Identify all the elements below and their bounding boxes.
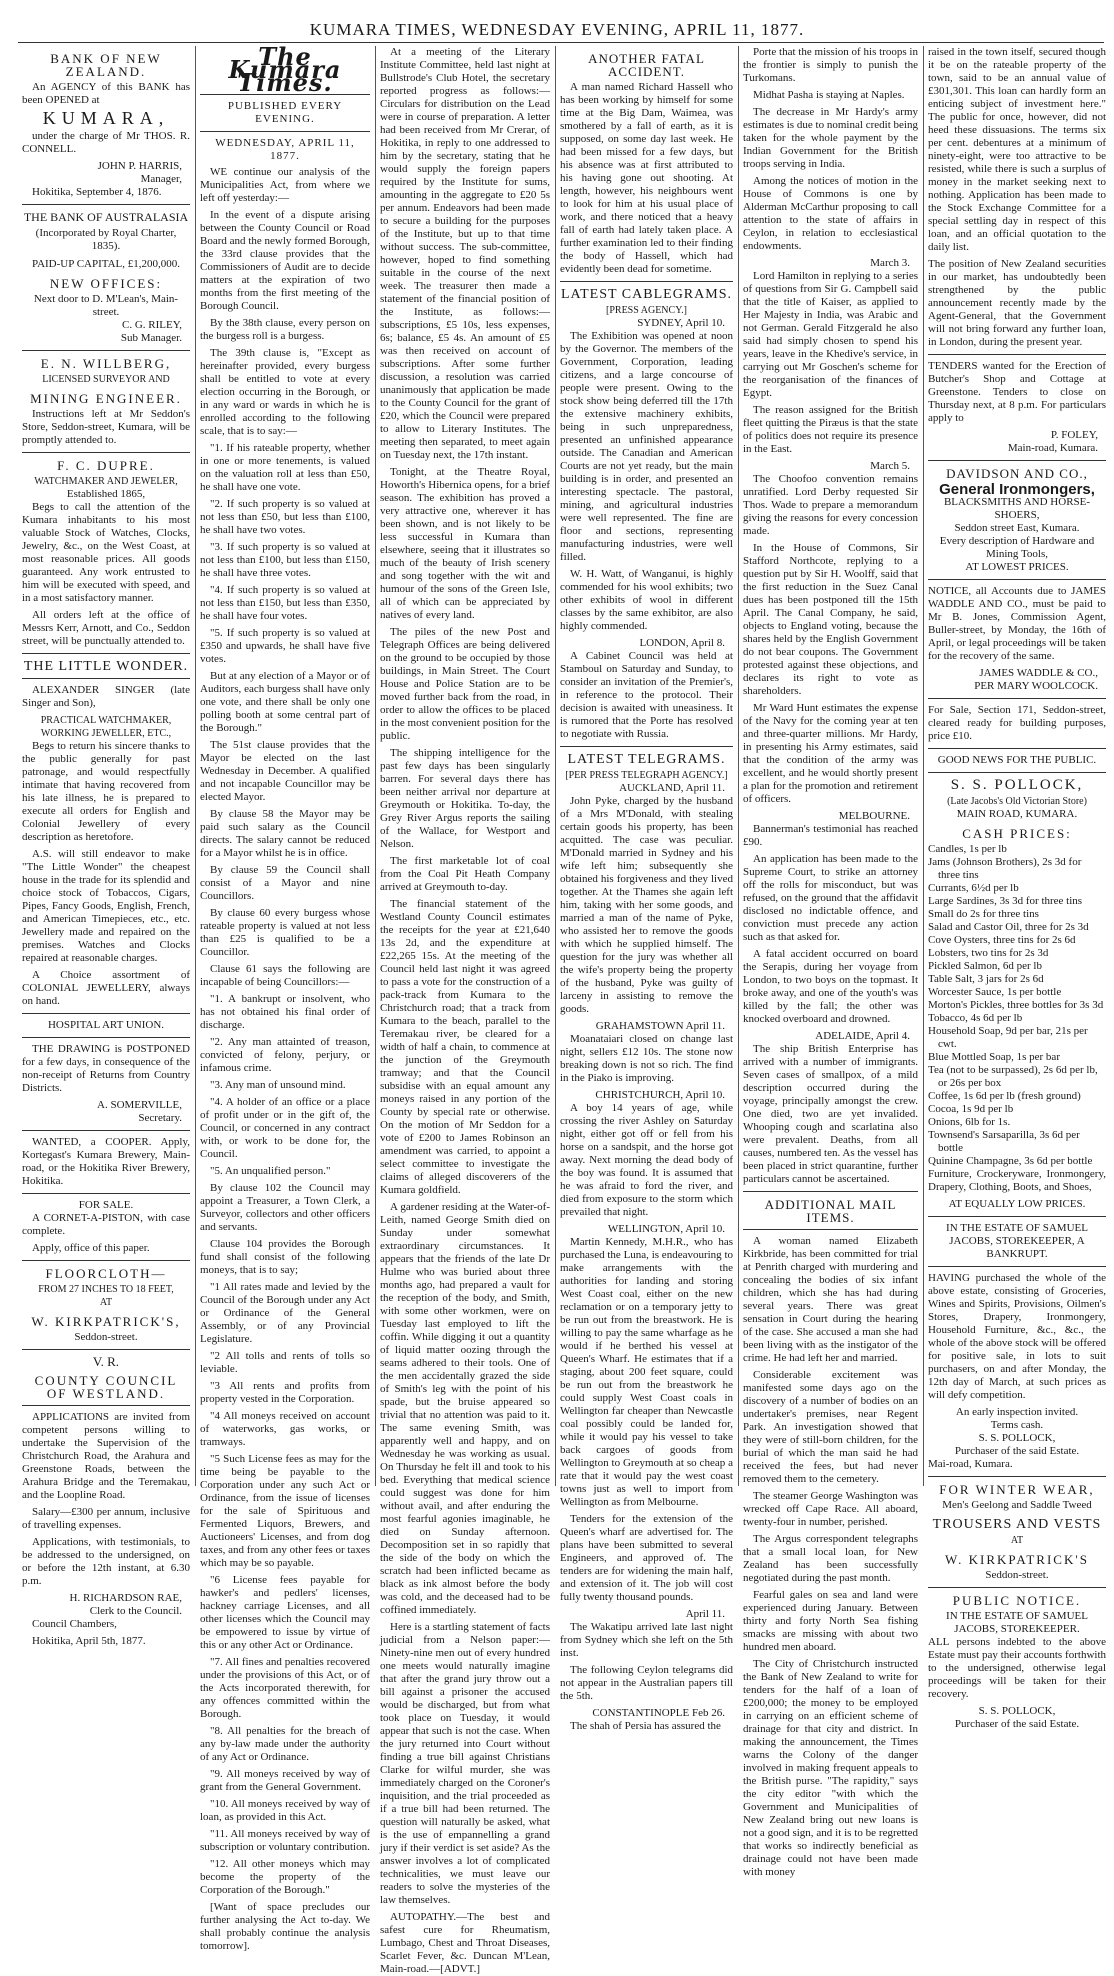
singer-text-2: A.S. will still endeavor to make "The Little Wonder" the cheapest house in the trade for its splendid and choice stock of Tobaccos, Cigars, Pipes, Fancy Goods, English, French, and American Timepieces, etc., etc. Jewellery made and repaired on the premises. Watches and Clocks repaired at reasonable charges. bbox=[22, 848, 190, 964]
county-council-role: Clerk to the Council. bbox=[89, 1605, 182, 1617]
estate-address: Mai-road, Kumara. bbox=[928, 1458, 1013, 1470]
column-5 bbox=[743, 46, 918, 1878]
price-item: Cove Oysters, three tins for 2s 6d bbox=[928, 934, 1076, 946]
bank-aus-offices: NEW OFFICES: bbox=[49, 276, 163, 291]
price-item: Household Soap, 9d per bar, 21s per cwt. bbox=[928, 1025, 1088, 1050]
dupre-text-2: All orders left at the office of Messrs Kerr, Arnott, and Co., Seddon street, will be punctually attended to. bbox=[22, 609, 190, 647]
news-paragraph: The position of New Zealand securities in our market, has undoubtedly been strengthened by the public announcement recently made by the Agent-General, that the Government will not bring forward any further loan, in London, during the present year. bbox=[928, 258, 1106, 348]
bank-aus-signed: C. G. RILEY, bbox=[122, 319, 182, 331]
dateline: April 11. bbox=[685, 1608, 725, 1620]
divider bbox=[928, 1266, 1106, 1267]
davidson-text: Every description of Hardware and Mining Tools, bbox=[939, 535, 1095, 560]
news-paragraph: The shipping intelligence for the past few days has been singularly barren. For several days there has been neither arrival nor departure at Greymouth or Hokitika. To-day, the Grey River Argus reports the sailing of the Wallace, for Westport and Nelson. bbox=[380, 747, 550, 850]
davidson-address: Seddon street East, Kumara. bbox=[954, 522, 1080, 534]
price-item: Pickled Salmon, 6d per lb bbox=[928, 960, 1042, 972]
editorial-paragraph: The 39th clause is, "Except as hereinafter provided, every burgess shall be entitled to vote at every election occurring in the Borough, or in any ward or wards in which he is enrolled according to the following scale, that is to say:— bbox=[200, 347, 370, 437]
newspaper-title: The Kumara Times. bbox=[228, 42, 342, 97]
willberg-text: Instructions left at Mr Seddon's Store, Seddon-street, Kumara, will be promptly attended to. bbox=[22, 408, 190, 446]
county-council-chambers: Council Chambers, bbox=[32, 1618, 117, 1630]
editorial-paragraph: "8. All penalties for the breach of any by-law made under the authority of any Act or Ordinance. bbox=[200, 1725, 370, 1763]
telegrams-agency: [PER PRESS TELEGRAPH AGENCY.] bbox=[565, 770, 728, 781]
news-paragraph: At a meeting of the Literary Institute Committee, held last night at Bullstrode's Club Hotel, the secretary reported progress as follows:—Circulars for distribution on the Lead were in course of preparation. A letter had been received from Mr Crerar, of Hokitika, in reply to one addressed to him by the secretary, stating that he would supply the foreign papers required by the Institute for sums, amounting in the aggregate to £20 5s per annum. Endeavors had been made to secure a building for the purposes of the Institute, but up to that time without success. The sub-committee, however, hoped to find something suitable in the course of the next week. The treasurer then made a statement of the financial position of the Institute, as follows:—subscriptions, £5 10s, less expenses, 6s; balance, £5 4s. An amount of £5 was then received on account of subscriptions. After some further discussion, a resolution was carried unanimously that application be made to the County Council for the grant of £20, which the Council were prepared to allow to Literary Institutes. The meeting then separated, to meet again on Tuesday next, the 17th instant. bbox=[380, 46, 550, 461]
news-paragraph: A fatal accident occurred on board the Serapis, during her voyage from London, to two boys on the topmast. It broke away, and one of the youth's was killed by the fall; the other was knocked overboard and drowned. bbox=[743, 948, 918, 1025]
dateline: ADELAIDE, April 4. bbox=[815, 1030, 910, 1042]
bank-nz-signed: JOHN P. HARRIS, bbox=[97, 160, 182, 172]
news-paragraph: raised in the town itself, secured though it be on the rateable property of the town, said to be an annual value of £301,301. This loan can hardly form an enticing subject of investment here." The public for once, however, did not heed these dissuasions. The terms six per cent. debentures at a minimum of ninety-eight, were too attractive to be resisted, while there is such a surplus of money in the market seeking next to nothing. Application has been made to the Stock Exchange Committee for a special settling day in respect of this loan, and an official quotation to the daily list. bbox=[928, 46, 1106, 253]
news-paragraph: The Choofoo convention remains unratified. Lord Derby requested Sir Thos. Wade to prepare a memorandum giving the reasons for every concession made. bbox=[743, 473, 918, 537]
equal-prices: AT EQUALLY LOW PRICES. bbox=[948, 1198, 1086, 1210]
column-2 bbox=[200, 42, 370, 1952]
bank-nz-heading: BANK OF NEW ZEALAND. bbox=[50, 51, 162, 79]
bank-aus-address: Next door to D. M'Lean's, Main-street. bbox=[33, 293, 179, 318]
tender-address: Main-road, Kumara. bbox=[1007, 442, 1098, 454]
news-paragraph: Considerable excitement was manifested some days ago on the discovery of a number of bodies on an undertaker's premises, near Regent Park. An investigation showed that they were of still-born children, for the burial of which the man said he had received the fees, but had never removed them to the cemetery. bbox=[743, 1369, 918, 1485]
bank-aus-role: Sub Manager. bbox=[120, 332, 182, 344]
news-paragraph: Lord Hamilton in replying to a series of questions from Sir G. Campbell said that the title of Kaiser, as applied to Her Majesty in India, was Arabic and not German. Gerald Fitzgerald he also said had simply chosen to spend his years, leave in the Khedive's service, in carrying out Mr Goschen's scheme for the reorganisation of the finances of Egypt. bbox=[743, 270, 918, 399]
good-news-heading: GOOD NEWS FOR THE PUBLIC. bbox=[937, 754, 1097, 766]
estate-inspection: An early inspection invited. bbox=[955, 1406, 1079, 1418]
dateline: CONSTANTINOPLE Feb 26. bbox=[592, 1707, 725, 1719]
notice-per: PER MARY WOOLCOCK. bbox=[974, 680, 1098, 692]
editorial-paragraph: "2. Any man attainted of treason, convicted of felony, perjury, or infamous crime. bbox=[200, 1036, 370, 1074]
editorial-paragraph: "5 Such License fees as may for the time being be payable to the Corporation under any such Act or Ordinance, from the issue of licenses for the sale of Spirituous and Fermented Liquors, Brewers, and Auctioneers' Licenses, and from dog taxes, and from any other fees or taxes which may be so payable. bbox=[200, 1453, 370, 1569]
editorial-paragraph: "1. A bankrupt or insolvent, who has not obtained his final order of discharge. bbox=[200, 993, 370, 1031]
price-item: Cocoa, 1s 9d per lb bbox=[928, 1103, 1014, 1115]
news-paragraph: A woman named Elizabeth Kirkbride, has been committed for trial at Penrith charged with murdering and concealing the bodies of six infant children, which she has had during several years. There was great sensation in Court during the hearing of the case. She accused a man she had been living with as the instigator of the crime. He had left her and married. bbox=[743, 1235, 918, 1364]
public-notice-estate: IN THE ESTATE OF SAMUEL JACOBS, STOREKEEPER. bbox=[946, 1610, 1088, 1635]
dateline: SYDNEY, April 10. bbox=[637, 317, 725, 329]
divider bbox=[22, 1037, 190, 1038]
price-item: Onions, 6lb for 1s. bbox=[928, 1116, 1011, 1128]
estate-text: HAVING purchased the whole of the above estate, consisting of Groceries, Wines and Spirits, Provisions, Oilmen's Stores, Drapery, Ironmongery, Household Furniture, &c., &c., the whole of the above stock will be offered for positive sale, in lots to suit purchasers, on and after Monday, the 12th day of March, at such prices as will defy competition. bbox=[928, 1272, 1106, 1401]
column-rule bbox=[555, 46, 556, 1486]
divider bbox=[560, 746, 733, 747]
column-1 bbox=[22, 46, 190, 1647]
news-paragraph: Midhat Pasha is staying at Naples. bbox=[753, 89, 905, 101]
price-item: Worcester Sauce, 1s per bottle bbox=[928, 986, 1062, 998]
davidson-heading: DAVIDSON AND CO., bbox=[946, 466, 1088, 481]
news-paragraph: The City of Christchurch instructed the Bank of New Zealand to write for tenders for the half of a loan of £200,000; the money to be employed in carrying on an efficient scheme of drainage for that city and district. In making the announcement, the Times warns the Colony of the danger involved in making frequent appeals to the British purse. "The rapidity," says the city editor "with which the Government and Municipalities of New Zealand bring out new loans is not a good sign, and it is to be regretted that works so indirectly beneficial as drainage could not have been made with money bbox=[743, 1658, 918, 1878]
column-rule bbox=[923, 46, 924, 1486]
bank-nz-charge: under the charge of Mr THOS. R. CONNELL. bbox=[22, 130, 190, 155]
editorial-paragraph: By clause 59 the Council shall consist of a Mayor and nine Councillors. bbox=[200, 864, 370, 902]
editorial-paragraph: The 51st clause provides that the Mayor be elected on the last Wednesday in December. A qualified and not incapable Councillor may be elected Mayor. bbox=[200, 739, 370, 803]
news-paragraph: The piles of the new Post and Telegraph Offices are being delivered on the ground to be occupied by those buildings, in Main Street. The Court House and Police Station are to be moved further back from the road, in order to allow the offices to be placed in the most convenient position for the public. bbox=[380, 626, 550, 742]
fatal-accident-text: A man named Richard Hassell who has been working by himself for some time at the Big Dam, Waimea, was smothered by a fall of earth, as it is supposed, on some day last week. He had been missed for a few days, but his absence was at first attributed to his having gone out shooting. At length, however, his neighbours went to look for him at his usual place of work, and there noticed that a heavy fall of earth had lately taken place. A further examination led to their finding the body of Hassell, which had evidently been dead for sometime. bbox=[560, 81, 733, 275]
divider bbox=[22, 452, 190, 453]
news-paragraph: The first marketable lot of coal from the Coal Pit Heath Company arrived at Greymouth to-day. bbox=[380, 855, 550, 893]
floorcloth-width: FROM 27 INCHES TO 18 FEET, bbox=[38, 1284, 174, 1295]
column-6 bbox=[928, 46, 1106, 1730]
bank-aus-incorp: (Incorporated by Royal Charter, 1835). bbox=[35, 227, 177, 252]
editorial-paragraph: "1 All rates made and levied by the Council of the Borough under any Act or Ordinance of the General Assembly, or of any Provincial Legislature. bbox=[200, 1281, 370, 1345]
cable-text: W. H. Watt, of Wanganui, is highly commended for his wool exhibits; two other exhibits of wool in different classes by the same exhibitor, are also highly commended. bbox=[560, 568, 733, 632]
estate-heading: IN THE ESTATE OF SAMUEL JACOBS, STOREKEEPER, A BANKRUPT. bbox=[946, 1222, 1088, 1260]
notice-text: NOTICE, all Accounts due to JAMES WADDLE AND CO., must be paid to Mr B. Jones, Commission Agent, Buller-street, by Monday, the 16th of April, or legal proceedings will be taken for the recovery of the same. bbox=[928, 585, 1106, 662]
tender-text: TENDERS wanted for the Erection of Butcher's Shop and Cottage at Greenstone. Tenders to close on Thursday next, at 8 p.m. For particulars apply to bbox=[928, 360, 1106, 424]
dateline: CHRISTCHURCH, April 10. bbox=[595, 1089, 725, 1101]
editorial-paragraph: In the event of a dispute arising between the County Council or Road Board and the newly formed Borough, the 33rd clause provides that the Commissioners of Audit are to decide matters at the expiration of two months from the first meeting of the Borough Council. bbox=[200, 209, 370, 312]
cablegrams-agency: [PRESS AGENCY.] bbox=[606, 305, 687, 316]
column-rule bbox=[195, 46, 196, 1486]
telegram-text: The shah of Persia has assured the bbox=[570, 1720, 721, 1732]
dateline: MELBOURNE. bbox=[838, 810, 910, 822]
notice-signed: JAMES WADDLE & CO., bbox=[979, 667, 1098, 679]
editorial-paragraph: By clause 102 the Council may appoint a Treasurer, a Town Clerk, a Surveyor, collectors and other officers and servants. bbox=[200, 1182, 370, 1233]
price-item: Candles, 1s per lb bbox=[928, 843, 1007, 855]
bank-aus-capital: PAID-UP CAPITAL, £1,200,000. bbox=[31, 258, 181, 270]
editorial-paragraph: "3 All rents and profits from property vested in the Corporation. bbox=[200, 1380, 370, 1405]
telegrams-heading: LATEST TELEGRAMS. bbox=[567, 752, 726, 767]
divider bbox=[743, 1229, 918, 1230]
public-notice-text: ALL persons indebted to the above Estate must pay their accounts forthwith to the undersigned, otherwise legal proceedings will be taken for their recovery. bbox=[928, 1636, 1106, 1700]
news-paragraph: The ship British Enterprise has arrived with a number of immigrants. Seven cases of smallpox, of a mild description occurred during the voyage, principally amongst the crew. One died, two are yet invalided. Whooping cough and scarlatina also were prevalent. Deaths, from all causes, numbered ten. As the vessel has been placed in strict quarantine, further particulars cannot be ascertained. bbox=[743, 1043, 918, 1185]
dateline: March 3. bbox=[870, 257, 910, 269]
news-paragraph: A gardener residing at the Water-of-Leith, named George Smith died on Sunday under somewhat extraordinary circumstances. It appears that the friends of the late Dr Hulme who was buried about three months ago, had prepared a vault for the reception of the body, and Smith, with some other workmen, were on Tuesday last employed to lift the coffin. While digging it out a quantity of liquid matter oozing through the seams adhered to their tools. One of the men accidentally grazed the side of Smith's leg with the point of his spade, but the bruise appeared so trivial that no attention was paid to it. The same evening Smith, was apparently well and happy, and on Wednesday he was working as usual. On Thursday he felt ill and took to his bed. Everything that medical science could suggest was done for him without avail, and after enduring the most fearful agonies imaginable, he died on Sunday afternoon. Decomposition set in so rapidly that the side of the body on which the scratch had been inflicted became as black as ink almost before the body was cold, and the deceased had to be coffined immediately. bbox=[380, 1201, 550, 1616]
winter-sub: Men's Geelong and Saddle Tweed bbox=[942, 1499, 1092, 1511]
price-item: Table Salt, 3 jars for 2s 6d bbox=[928, 973, 1044, 985]
art-union-signed: A. SOMERVILLE, bbox=[97, 1099, 182, 1111]
price-item: Tobacco, 4s 6d per lb bbox=[928, 1012, 1023, 1024]
cash-prices-heading: CASH PRICES: bbox=[962, 826, 1072, 841]
price-item: Coffee, 1s 6d per lb (fresh ground) bbox=[928, 1090, 1081, 1102]
price-item: Morton's Pickles, three bottles for 3s 3d bbox=[928, 999, 1104, 1011]
little-wonder-heading: THE LITTLE WONDER. bbox=[23, 659, 189, 674]
editorial-paragraph: "4. A holder of an office or a place of profit under or in the gift of, the Council, or concerned in any contract with, or work to be done for, the Council. bbox=[200, 1096, 370, 1160]
news-paragraph: The steamer George Washington was wrecked off Cape Race. All aboard, twenty-four in number, perished. bbox=[743, 1490, 918, 1528]
public-notice-role: Purchaser of the said Estate. bbox=[954, 1718, 1080, 1730]
pollock-address: MAIN ROAD, KUMARA. bbox=[956, 808, 1078, 820]
editorial-paragraph: "3. Any man of unsound mind. bbox=[210, 1079, 346, 1091]
editorial-paragraph: "7. All fines and penalties recovered under the provisions of this Act, or of the Acts incorporated therewith, for any offences committed within the Borough. bbox=[200, 1656, 370, 1720]
pollock-name: S. S. POLLOCK, bbox=[950, 777, 1084, 793]
column-4 bbox=[560, 46, 733, 1732]
trousers-at: AT bbox=[1010, 1535, 1024, 1546]
for-sale-apply: Apply, office of this paper. bbox=[32, 1242, 150, 1254]
editorial-paragraph: "9. All moneys received by way of grant from the General Government. bbox=[200, 1768, 370, 1793]
telegram-text: Martin Kennedy, M.H.R., who has purchased the Luna, is endeavouring to make arrangements with the authorities for landing and storing West Coast coal, either on the new reclamation or on a temporary jetty to be run out from the breastwork. He is willing to pay the same wharfage as he would if he berthed his vessel at Queen's Wharf. He estimates that if a staging, about 200 feet square, could be run out from the breastwork he could supply West Coast coals in Wellington far cheaper than Newcastle coal possibly could be landed for, while it would pay his vessel to take back cargoes of goods from Wellington to Greymouth at so cheap a rate that it would pay the west coast towns just as well to import from Wellington as from Melbourne. bbox=[560, 1236, 733, 1508]
editorial-date: WEDNESDAY, APRIL 11, 1877. bbox=[215, 137, 355, 162]
editorial-paragraph: "2. If such property is so valued at not less than £50, but less than £100, he shall have two votes. bbox=[200, 498, 370, 536]
divider bbox=[22, 1405, 190, 1406]
singer-text-3: A Choice assortment of COLONIAL JEWELLERY, always on hand. bbox=[22, 969, 190, 1007]
royal-crest: V. R. bbox=[92, 1354, 120, 1369]
price-item: Townsend's Sarsaparilla, 3s 6d per bottle bbox=[928, 1129, 1080, 1154]
price-item: Small do 2s for three tins bbox=[928, 908, 1039, 920]
editorial-paragraph: By clause 58 the Mayor may be paid such salary as the Council directs. The salary cannot be reduced for a Mayor whilst he is in office. bbox=[200, 808, 370, 859]
news-paragraph: Among the notices of motion in the House of Commons is one by Alderman McCarthur proposing to call attention to the state of affairs in Ceylon, in relation to ecclesiastical endowments. bbox=[743, 175, 918, 252]
cablegrams-heading: LATEST CABLEGRAMS. bbox=[561, 287, 732, 302]
price-list bbox=[928, 843, 1106, 1168]
county-council-salary: Salary—£300 per annum, inclusive of travelling expenses. bbox=[22, 1506, 190, 1531]
floorcloth-street: Seddon-street. bbox=[74, 1331, 138, 1343]
divider bbox=[200, 131, 370, 132]
willberg-title-2: MINING ENGINEER. bbox=[30, 391, 182, 406]
price-item: Lobsters, two tins for 2s 3d bbox=[928, 947, 1049, 959]
divider bbox=[22, 678, 190, 679]
divider bbox=[928, 698, 1106, 699]
news-paragraph: Fearful gales on sea and land were experienced during January. Between thirty and forty North Sea fishing smacks are missing with about two hundred men aboard. bbox=[743, 1589, 918, 1653]
telegram-text: Moanataiari closed on change last night, sellers £12 10s. The stone now breaking down is not so rich. The find in the Piako is improving. bbox=[560, 1033, 733, 1084]
willberg-title: LICENSED SURVEYOR AND bbox=[42, 374, 170, 385]
public-notice-signed: S. S. POLLOCK, bbox=[978, 1705, 1056, 1717]
price-item: Jams (Johnson Brothers), 2s 3d for three tins bbox=[928, 856, 1082, 881]
divider bbox=[928, 748, 1106, 749]
price-item: Currants, 6½d per lb bbox=[928, 882, 1019, 894]
bank-aus-heading: THE BANK OF AUSTRALASIA bbox=[23, 210, 189, 224]
telegram-text: The following Ceylon telegrams did not appear in the Australian papers till the 5th. bbox=[560, 1664, 733, 1702]
telegram-text: A boy 14 years of age, while crossing the river Ashley on Saturday night, either got off or fell from his horse on a sandspit, and the horse got away. Next morning the dead body of the boy was found. It is assumed that he was afraid to ford the river, and died from exposure to the storm which prevailed that night. bbox=[560, 1102, 733, 1218]
dateline: AUCKLAND, April 11. bbox=[619, 782, 725, 794]
masthead: KUMARA TIMES, WEDNESDAY EVENING, APRIL 11, 1877. bbox=[309, 20, 805, 39]
divider bbox=[22, 1130, 190, 1131]
news-paragraph: Porte that the mission of his troops in the frontier is simply to punish the Turkomans. bbox=[743, 46, 918, 84]
davidson-ironmongers: General Ironmongers, bbox=[939, 481, 1095, 498]
cable-text: The Exhibition was opened at noon by the Governor. The members of the Government, Corporation, leading citizens, and a large concourse of people were present. Owing to the stock show being deferred till the 17th the extensive machinery exhibits, being in such unpreparedness, presented an unfinished appearance outside. The Canadian and American Courts are not yet ready, but the main building is in order, and presented an interesting spectacle. The pastoral, mining, and agricultural industries were well represented. The fine are floor and sections, representing manufacturing industries, were well filled. bbox=[560, 330, 733, 563]
editorial-paragraph: Clause 104 provides the Borough fund shall consist of the following moneys, that is to say; bbox=[200, 1238, 370, 1276]
dupre-est: Established 1865, bbox=[66, 488, 146, 500]
singer-name: ALEXANDER SINGER (late Singer and Son), bbox=[22, 684, 190, 709]
bank-nz-date: Hokitika, September 4, 1876. bbox=[32, 186, 162, 198]
davidson-sub: BLACKSMITHS AND HORSE-SHOERS, bbox=[943, 496, 1091, 521]
editorial-paragraph: By the 38th clause, every person on the burgess roll is a burgess. bbox=[200, 317, 370, 342]
tender-signed: P. FOLEY, bbox=[1050, 429, 1098, 441]
editorial-paragraph: WE continue our analysis of the Municipalities Act, from where we left off yesterday:— bbox=[200, 166, 370, 204]
divider bbox=[743, 1191, 918, 1192]
price-item: Salad and Castor Oil, three for 2s 3d bbox=[928, 921, 1089, 933]
column-rule bbox=[738, 46, 739, 1486]
divider bbox=[928, 460, 1106, 461]
column-rule bbox=[375, 46, 376, 1486]
divider bbox=[928, 1587, 1106, 1588]
art-union-text: THE DRAWING is POSTPONED for a few days, in consequence of the non-receipt of Returns from Country Districts. bbox=[22, 1043, 190, 1094]
estate-terms: Terms cash. bbox=[990, 1419, 1044, 1431]
telegram-text: John Pyke, charged by the husband of a Mrs M'Donald, with stealing certain goods his property, has been acquitted. The case was peculiar. M'Donald married in Sydney and his wife left him; subsequently she obtained his forgiveness and they lived together. At the Thames she again left him, taking with her some goods, and married a man of the name of Pyke, who assisted her to remove the goods with which he supplied himself. The question for the jury was whether all the wife's property being the property of the husband, Pyke was guilty of larceny in assisting to remove the goods. bbox=[560, 795, 733, 1015]
floorcloth-at: AT bbox=[99, 1297, 113, 1308]
editorial-paragraph: "4 All moneys received on account of waterworks, gas works, or tramways. bbox=[200, 1410, 370, 1448]
divider bbox=[22, 653, 190, 654]
mail-items-heading: ADDITIONAL MAIL ITEMS. bbox=[764, 1197, 897, 1225]
news-paragraph: Tonight, at the Theatre Royal, Howorth's Hibernica opens, for a brief season. The exhibition has proved a very attractive one, wherever it has been shown, and is not likely to be less successful in Kumara than elsewhere, seeing that it illustrates so much of the beauty of Irish scenery and song together with the wit and humour of the sons of the Green Isle, all of which can be appreciated by natives of every land. bbox=[380, 466, 550, 621]
editorial-paragraph: "6 License fees payable for hawker's and pedlers' licenses, hackney carriage Licenses, and all other licenses which the Council may be empowered to issue by virtue of this or any other Act or Ordinance. bbox=[200, 1574, 370, 1651]
county-council-text: APPLICATIONS are invited from competent persons willing to undertake the Supervision of the Christchurch Road, the Arahura and Greenstone Roads, between the Arahura Bridge and the Teremakau, and the Loopline Road. bbox=[22, 1411, 190, 1501]
column-3 bbox=[380, 46, 550, 1975]
floorcloth-heading: FLOORCLOTH— bbox=[45, 1266, 167, 1281]
editorial-paragraph: By clause 60 every burgess whose rateable property is valued at not less than £25 is qualified to be a Councillor. bbox=[200, 907, 370, 958]
divider bbox=[22, 1349, 190, 1350]
dateline: WELLINGTON, April 10. bbox=[607, 1223, 725, 1235]
for-sale-text: A CORNET-A-PISTON, with case complete. bbox=[22, 1212, 190, 1237]
floorcloth-name: W. KIRKPATRICK'S, bbox=[31, 1314, 181, 1329]
news-paragraph: Bannerman's testimonial has reached £90. bbox=[743, 823, 918, 848]
bank-nz-role: Manager, bbox=[140, 173, 182, 185]
news-paragraph: The Argus correspondent telegraphs that a small local loan, for New Zealand has been successfully negotiated during the past month. bbox=[743, 1533, 918, 1584]
news-paragraph: The decrease in Mr Hardy's army estimates is due to nominal credit being taken for the whole payment by the Indian Government for the British troops serving in India. bbox=[743, 106, 918, 170]
divider bbox=[928, 354, 1106, 355]
estate-role: Purchaser of the said Estate. bbox=[954, 1445, 1080, 1457]
divider bbox=[22, 350, 190, 351]
price-item: Quinine Champagne, 3s 6d per bottle bbox=[928, 1155, 1093, 1167]
editorial-paragraph: "5. An unqualified person." bbox=[210, 1165, 331, 1177]
kirkpatrick-street: Seddon-street. bbox=[985, 1569, 1049, 1581]
county-council-date: Hokitika, April 5th, 1877. bbox=[32, 1635, 146, 1647]
bank-nz-agency: An AGENCY of this BANK has been OPENED at bbox=[22, 81, 190, 106]
editorial-paragraph: "2 All tolls and rents of tolls so leviable. bbox=[200, 1350, 370, 1375]
editorial-paragraph: "3. If such property is so valued at not less than £100, but less than £150, he shall have three votes. bbox=[200, 541, 370, 579]
editorial-paragraph: "10. All moneys received by way of loan, as provided in this Act. bbox=[200, 1798, 370, 1823]
divider bbox=[22, 1260, 190, 1261]
news-paragraph: The reason assigned for the British fleet quitting the Piræus is that the state of politics does not require its presence in the East. bbox=[743, 404, 918, 455]
cable-text: A Cabinet Council was held at Stamboul on Saturday and Sunday, to consider an invitation of the Premier's, in reference to the protocol. Their decision is awaited with uneasiness. It is rumored that the Porte has resolved to negotiate with Russia. bbox=[560, 650, 733, 740]
winter-heading: FOR WINTER WEAR, bbox=[939, 1482, 1095, 1497]
dupre-name: F. C. DUPRE. bbox=[57, 458, 155, 473]
editorial-paragraph: Clause 61 says the following are incapable of being Councillors:— bbox=[200, 963, 370, 988]
for-sale-heading: FOR SALE. bbox=[78, 1199, 134, 1211]
county-council-heading: COUNTY COUNCIL OF WESTLAND. bbox=[34, 1373, 178, 1401]
bank-nz-place: KUMARA, bbox=[42, 108, 170, 128]
public-notice-heading: PUBLIC NOTICE. bbox=[952, 1593, 1082, 1608]
news-paragraph: The financial statement of the Westland County Council estimates the receipts for the year at £21,640 13s 2d, and the expenditure at £22,265 15s. At the meeting of the Council held last night it was agreed to pass a vote for the construction of a pack-track from Kumara to the Christchurch road; that a track from Kumara to the beach, parallel to the Teremakau river, be cleared for a width of half a chain, to commence at the junction of the Greymouth tramway; and that the Council subsidise with an equal amount any moneys raised in any portion of the County by special rate or otherwise. On the motion of Mr Seddon for a vote of £200 to James Robinson an amendment was carried, to appoint a select committee to investigate the claims of alleged discoverers of the Kumara goldfield. bbox=[380, 898, 550, 1196]
editorial-paragraph: "1. If his rateable property, whether in one or more tenements, is valued on the valuation roll at less than £50, he shall have one vote. bbox=[200, 442, 370, 493]
editorial-paragraph: "12. All other moneys which may become the property of the Corporation of the Borough." bbox=[200, 1858, 370, 1896]
telegram-text: Tenders for the extension of the Queen's wharf are advertised for. The plans have been submitted to several Engineers, and approved of. The tenders are for widening the main half, and extension of it. The job will cost fully twenty thousand pounds. bbox=[560, 1513, 733, 1603]
county-council-text-2: Applications, with testimonials, to be addressed to the undersigned, on or before the 12th instant, at 6.30 p.m. bbox=[22, 1536, 190, 1587]
editorial-paragraph: "11. All moneys received by way of subscription or voluntary contribution. bbox=[200, 1828, 370, 1853]
editorial-paragraph: But at any election of a Mayor or of Auditors, each burgess shall have only one vote, and there shall be only one polling booth at some central part of the Borough." bbox=[200, 670, 370, 734]
published-line: PUBLISHED EVERY EVENING. bbox=[227, 100, 343, 125]
divider bbox=[928, 1216, 1106, 1217]
price-item: Blue Mottled Soap, 1s per bar bbox=[928, 1051, 1060, 1063]
divider bbox=[560, 281, 733, 282]
trousers-heading: TROUSERS AND VESTS bbox=[932, 1517, 1102, 1532]
kirkpatrick-name: W. KIRKPATRICK'S bbox=[945, 1552, 1089, 1567]
divider bbox=[928, 772, 1106, 773]
singer-text: Begs to return his sincere thanks to the public generally for past patronage, and would respectfully intimate that having recovered from his late illness, he is prepared to execute all orders for English and Colonial Jewellery of every description as heretofore. bbox=[22, 740, 190, 843]
news-paragraph: In the House of Commons, Sir Stafford Northcote, replying to a question put by Sir H. Woolff, said that the first reduction in the Suez Canal dues has been postponed till the 15th April. The Canal Company, he said, objects to England voting, because the shares held by the English Government do not bear coupons. The Government protested against these objections, and declares its right to vote as shareholders. bbox=[743, 542, 918, 697]
divider bbox=[22, 1013, 190, 1014]
dupre-text: Begs to call the attention of the Kumara inhabitants to his most valuable Stock of Watches, Clocks, Jewelry, &c., on the West Coast, at most reasonable prices. All goods guaranteed. Any work entrusted to him will be executed with speed, and in a most satisfactory manner. bbox=[22, 501, 190, 604]
dateline: LONDON, April 8. bbox=[639, 637, 725, 649]
for-sale-section: For Sale, Section 171, Seddon-street, cleared ready for building purposes, price £10. bbox=[928, 704, 1106, 742]
dateline: March 5. bbox=[870, 460, 910, 472]
dateline: GRAHAMSTOWN April 11. bbox=[595, 1020, 725, 1032]
top-rule bbox=[18, 42, 1104, 43]
divider bbox=[928, 1476, 1106, 1477]
art-union-heading: HOSPITAL ART UNION. bbox=[47, 1019, 165, 1031]
divider bbox=[928, 579, 1106, 580]
news-paragraph: AUTOPATHY.—The best and safest cure for Rheumatism, Lumbago, Chest and Throat Diseases, Scarlet Fever, &c. Duncan M'Lean, Main-road.—[ADVT.] bbox=[380, 1911, 550, 1975]
editorial-paragraph: "5. If such property is so valued at £350 and upwards, he shall have five votes. bbox=[200, 627, 370, 665]
news-paragraph: Here is a startling statement of facts judicial from a Nelson paper:—Ninety-nine men out of every hundred one meets would naturally imagine that after the grand jury throw out a bill against a prisoner the accused would be discharged, but from what took place on Tuesday, it would appear that such is not the case. When the jury returned into Court without finding a true bill against Christians Clarke for wilful murder, she was immediately charged on the Coroner's inquisition, and the trial proceeded as if a true bill had been returned. The question will naturally be asked, what is the use of empannelling a grand jury if their verdict is set aside? As the answer involves a lot of complicated technicalities, we must leave our readers to solve the mysteries of the law themselves. bbox=[380, 1621, 550, 1906]
divider bbox=[22, 204, 190, 205]
willberg-name: E. N. WILLBERG, bbox=[40, 356, 172, 371]
davidson-prices: AT LOWEST PRICES. bbox=[965, 561, 1069, 573]
furniture-text: Furniture, Crockeryware, Ironmongery, Drapery, Clothing, Boots, and Shoes, bbox=[928, 1168, 1106, 1193]
telegram-text: The Wakatipu arrived late last night from Sydney which she left on the 5th inst. bbox=[560, 1621, 733, 1659]
art-union-role: Secretary. bbox=[138, 1112, 182, 1124]
price-item: Large Sardines, 3s 3d for three tins bbox=[928, 895, 1083, 907]
county-council-signed: H. RICHARDSON RAE, bbox=[69, 1592, 182, 1604]
pollock-late: (Late Jacobs's Old Victorian Store) bbox=[947, 796, 1087, 807]
estate-signed: S. S. POLLOCK, bbox=[978, 1432, 1056, 1444]
editorial-paragraph: "4. If such property is so valued at not less than £150, but less than £350, he shall have four votes. bbox=[200, 584, 370, 622]
dupre-title: WATCHMAKER AND JEWELER, bbox=[34, 476, 178, 487]
fatal-accident-heading: ANOTHER FATAL ACCIDENT. bbox=[588, 51, 705, 79]
divider bbox=[22, 1193, 190, 1194]
price-item: Tea (not to be surpassed), 2s 6d per lb, or 26s per box bbox=[928, 1064, 1098, 1089]
singer-title: PRACTICAL WATCHMAKER, WORKING JEWELLER, ETC., bbox=[40, 715, 172, 739]
editorial-paragraph: [Want of space precludes our further analysing the Act to-day. We shall probably continue the analysis tomorrow]. bbox=[200, 1901, 370, 1952]
news-paragraph: Mr Ward Hunt estimates the expense of the Navy for the coming year at ten and three-quarter millions. Mr Hardy, in presenting his Army estimates, said that the condition of the army was excellent, and he would shortly present a plan for the promotion and retirement of officers. bbox=[743, 702, 918, 805]
cooper-text: WANTED, a COOPER. Apply, Kortegast's Kumara Brewery, Main-road, or the Hokitika River Brewery, Hokitika. bbox=[22, 1136, 190, 1187]
news-paragraph: An application has been made to the Supreme Court, to strike an attorney off the rolls for misconduct, but was refused, on the ground that the affidavit disclosed no indictable offence, and conviction must precede any action such as that asked for. bbox=[743, 853, 918, 943]
